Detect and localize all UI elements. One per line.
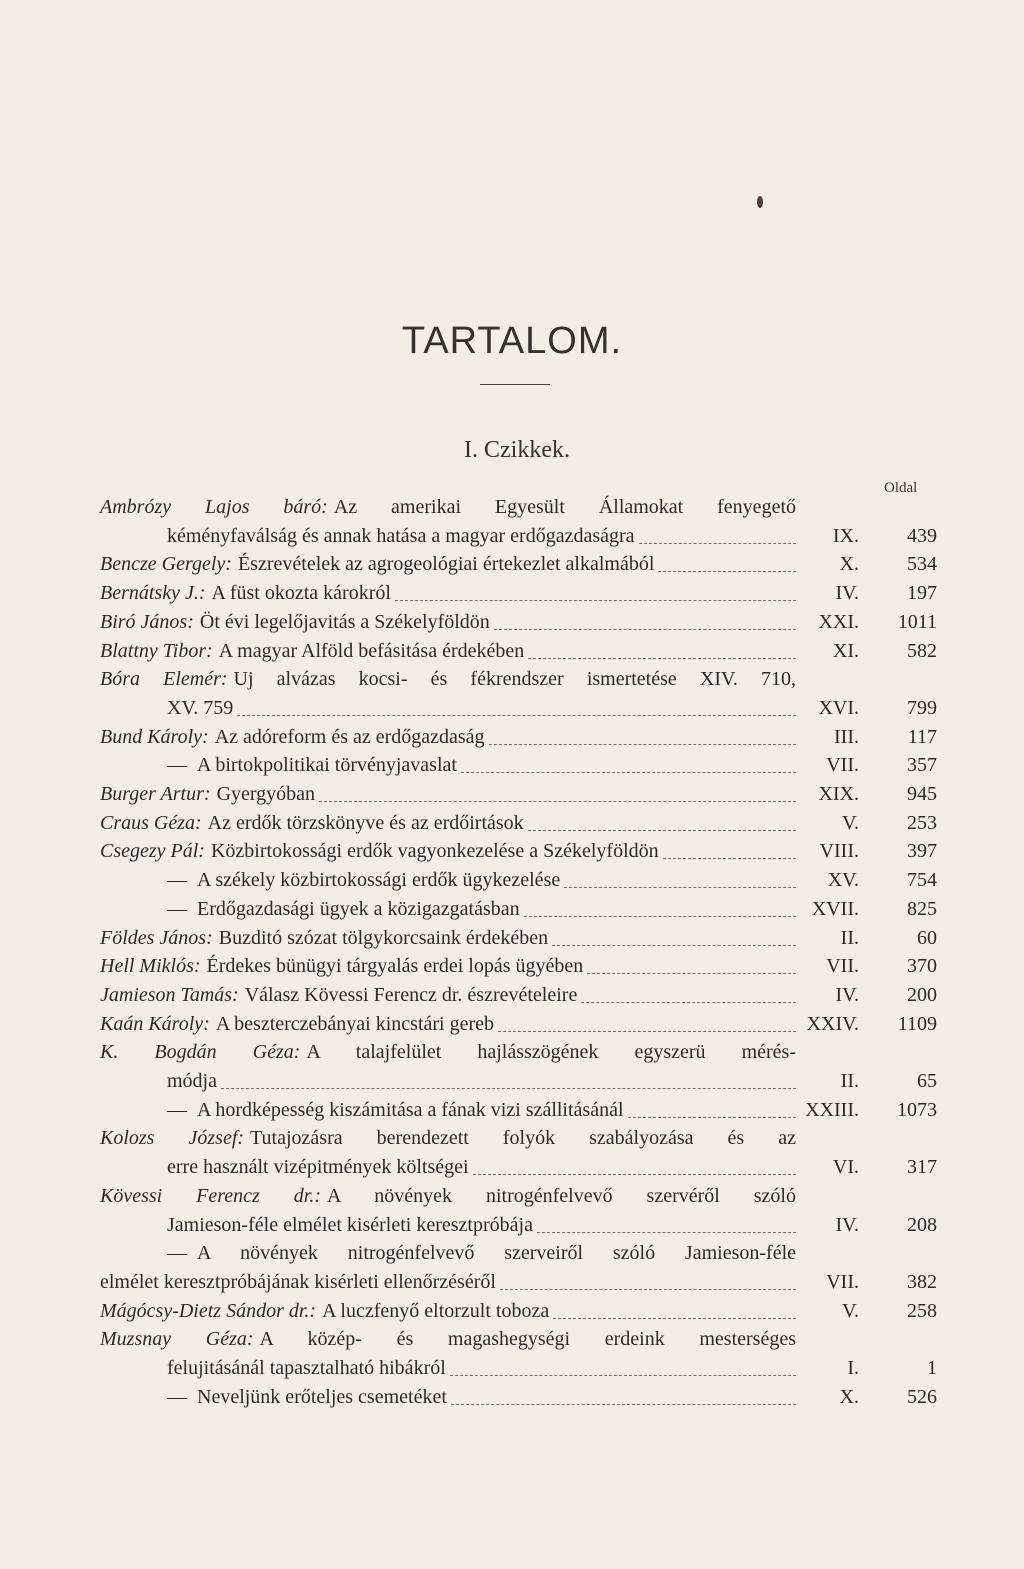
toc-line	[100, 550, 937, 579]
toc-page-number: 799	[907, 696, 937, 719]
toc-line	[167, 895, 937, 924]
toc-author: Ambrózy Lajos báró:	[100, 496, 328, 518]
toc-line	[100, 493, 937, 522]
ditto-dash: —	[167, 754, 187, 777]
dot-leader	[498, 1031, 796, 1032]
toc-title: A növények nitrogénfelvevő szervéről szóló	[327, 1184, 796, 1207]
toc-author: Csegezy Pál:	[100, 840, 205, 863]
toc-page-number: 197	[907, 582, 937, 605]
toc-line	[100, 1010, 937, 1039]
toc-page-number: 825	[907, 897, 937, 920]
toc-volume: VIII.	[819, 840, 859, 863]
toc-volume: XVII.	[811, 897, 859, 920]
toc-title: erre használt vizépitmények költségei	[167, 1156, 469, 1179]
toc-volume: XV.	[827, 869, 859, 892]
toc-line	[100, 1297, 937, 1326]
toc-author: K. Bogdán Géza:	[100, 1041, 301, 1064]
toc-volume: VII.	[826, 1270, 859, 1293]
toc-volume: III.	[834, 725, 859, 748]
toc-author: Burger Artur:	[100, 783, 211, 805]
toc-line	[100, 723, 937, 752]
toc-title: Az erdők törzskönyve és az erdőirtások	[207, 811, 524, 834]
toc-title: Válasz Kövessi Ferencz dr. észrevételeire	[244, 983, 578, 1006]
dot-leader	[489, 744, 796, 745]
toc-line	[100, 981, 937, 1010]
toc-title: módja	[167, 1070, 217, 1092]
toc-title: A füst okozta károkról	[211, 582, 391, 605]
dot-leader	[500, 1289, 796, 1290]
toc-line	[100, 1182, 937, 1211]
dot-leader	[524, 916, 796, 917]
toc-author: Kaán Károly:	[100, 1012, 210, 1035]
toc-page-number: 117	[907, 725, 937, 748]
toc-page-number: 60	[917, 926, 937, 949]
toc-title: Buzditó szózat tölgykorcsaink érdekében	[218, 926, 549, 949]
toc-line	[100, 837, 937, 866]
toc-page-number: 258	[907, 1299, 937, 1322]
toc-title: A beszterczebányai kincstári gereb	[215, 1012, 495, 1035]
toc-author: Bóra Elemér:	[100, 668, 228, 691]
toc-title: felujitásánál tapasztalható hibákról	[167, 1357, 446, 1379]
toc-page-number: 200	[907, 983, 937, 1006]
toc-volume: VI.	[832, 1156, 859, 1179]
toc-volume: II.	[840, 1070, 859, 1092]
toc-author: Craus Géza:	[100, 811, 202, 834]
toc-volume: IV.	[835, 1213, 859, 1236]
toc-author: Biró János:	[100, 610, 194, 633]
toc-page-number: 945	[907, 783, 937, 805]
toc-page-number: 582	[907, 639, 937, 662]
toc-line	[167, 1383, 937, 1412]
toc-title: Öt évi legelőjavitás a Székelyföldön	[199, 610, 490, 633]
toc-title: Jamieson-féle elmélet kisérleti keresztpróbája	[167, 1213, 533, 1236]
toc-volume: XXIV.	[806, 1012, 859, 1035]
toc-title: Uj alvázas kocsi- és fékrendszer ismertetése XIV. 710,	[233, 668, 796, 691]
toc-line	[100, 924, 937, 953]
toc-title: Tutajozásra berendezett folyók szabályozása és az	[250, 1127, 796, 1150]
toc-line	[167, 866, 937, 895]
section-heading: I. Czikkek.	[464, 437, 570, 463]
ditto-dash: —	[167, 1098, 187, 1121]
toc-page-number: 317	[907, 1156, 937, 1179]
toc-line	[100, 608, 937, 637]
toc-line	[100, 952, 937, 981]
toc-author: Bund Károly:	[100, 725, 209, 748]
toc-page-number: 357	[907, 754, 937, 777]
toc-page-number: 382	[907, 1270, 937, 1293]
toc-page-number: 1109	[897, 1012, 937, 1035]
toc-line	[100, 1124, 937, 1153]
dot-leader	[663, 858, 796, 859]
toc-title: A hordképesség kiszámitása a fának vizi szállitásánál	[197, 1098, 624, 1121]
toc-title: Az amerikai Egyesült Államokat fenyegető	[333, 496, 796, 518]
toc-line	[167, 522, 937, 551]
toc-title: Neveljünk erőteljes csemetéket	[197, 1385, 447, 1408]
toc-volume: X.	[839, 1385, 859, 1408]
ditto-dash: —	[167, 869, 187, 892]
dot-leader	[450, 1375, 796, 1376]
toc-page-number: 1	[927, 1357, 937, 1379]
toc-volume: XIX.	[818, 783, 859, 805]
dot-leader	[628, 1117, 796, 1118]
toc-volume: IV.	[835, 582, 859, 605]
toc-title: Észrevételek az agrogeológiai értekezlet alkalmából	[237, 553, 655, 576]
dot-leader	[473, 1174, 796, 1175]
toc-line	[167, 751, 937, 780]
toc-title: A közép- és magashegységi erdeink mesterséges	[259, 1328, 797, 1351]
toc-volume: XI.	[832, 639, 859, 662]
toc-volume: XXIII.	[805, 1098, 859, 1121]
toc-author: Kövessi Ferencz dr.:	[100, 1184, 321, 1207]
toc-page-number: 534	[907, 553, 937, 576]
toc-line	[100, 809, 937, 838]
toc-title: Gyergyóban	[216, 783, 316, 805]
toc-line	[167, 1096, 937, 1125]
toc-title: XV. 759	[167, 696, 234, 719]
toc-line	[167, 1354, 937, 1383]
toc-page-number: 754	[907, 869, 937, 892]
dot-leader	[564, 887, 796, 888]
toc-line	[100, 1268, 937, 1297]
toc-author: Hell Miklós:	[100, 955, 201, 978]
toc-line	[167, 694, 937, 723]
toc-author: Blattny Tibor:	[100, 639, 213, 662]
toc-line	[100, 1325, 937, 1354]
dot-leader	[237, 715, 796, 716]
dot-leader	[451, 1404, 796, 1405]
toc-line	[100, 637, 937, 666]
toc-title: A magyar Alföld befásitása érdekében	[218, 639, 525, 662]
dot-leader	[581, 1002, 796, 1003]
toc-title: Az adóreform és az erdőgazdaság	[214, 725, 485, 748]
toc-volume: VII.	[826, 955, 859, 978]
toc-line	[100, 1038, 937, 1067]
toc-page-number: 439	[907, 524, 937, 547]
toc-page-number: 65	[917, 1070, 937, 1092]
page-column-label: Oldal	[884, 480, 918, 496]
dot-leader	[658, 571, 796, 572]
toc-volume: XXI.	[818, 610, 859, 633]
toc-title: A növények nitrogénfelvevő szerveiről szóló Jamieson-féle	[197, 1242, 796, 1265]
ink-dot	[757, 196, 763, 208]
toc-title: A luczfenyő eltorzult toboza	[322, 1299, 550, 1322]
dot-leader	[639, 543, 796, 544]
toc-author: Földes János:	[100, 926, 213, 949]
ditto-dash: —	[167, 1385, 187, 1408]
toc-title: Erdőgazdasági ügyek a közigazgatásban	[197, 897, 520, 920]
dot-leader	[528, 658, 796, 659]
toc-volume: X.	[839, 553, 859, 576]
toc-volume: XVI.	[818, 696, 859, 719]
toc-page-number: 208	[907, 1213, 937, 1236]
dot-leader	[461, 772, 796, 773]
toc-page-number: 397	[907, 840, 937, 863]
toc-title: Közbirtokossági erdők vagyonkezelése a Székelyföldön	[210, 840, 659, 863]
toc-title: elmélet keresztpróbájának kisérleti ellenőrzéséről	[100, 1270, 496, 1293]
toc-page-number: 1073	[897, 1098, 937, 1121]
page-title: TARTALOM.	[401, 320, 623, 362]
toc-line	[167, 1153, 937, 1182]
toc-line	[167, 1067, 937, 1096]
toc-title: A talajfelület hajlásszögének egyszerü mérés-	[306, 1041, 796, 1064]
toc-author: Jamieson Tamás:	[100, 983, 239, 1006]
dot-leader	[494, 629, 796, 630]
dot-leader	[552, 945, 796, 946]
toc-title: kéményfaválság és annak hatása a magyar erdőgazdaságra	[167, 524, 635, 547]
toc-page-number: 526	[907, 1385, 937, 1408]
dot-leader	[395, 600, 796, 601]
toc-line	[167, 1211, 937, 1240]
toc-line	[100, 780, 937, 809]
toc-author: Kolozs József:	[100, 1127, 245, 1150]
dot-leader	[528, 830, 796, 831]
toc-volume: II.	[840, 926, 859, 949]
dot-leader	[587, 973, 796, 974]
toc-title: A birtokpolitikai törvényjavaslat	[197, 754, 457, 777]
toc-page-number: 370	[907, 955, 937, 978]
toc-line	[167, 1239, 937, 1268]
dot-leader	[221, 1088, 796, 1089]
toc-volume: V.	[842, 1299, 859, 1322]
toc-volume: VII.	[826, 754, 859, 777]
title-divider	[480, 384, 550, 385]
toc-line	[100, 579, 937, 608]
toc-page-number: 253	[907, 811, 937, 834]
toc-title: A székely közbirtokossági erdők ügykezelése	[197, 869, 561, 892]
toc-line	[100, 665, 937, 694]
ditto-dash: —	[167, 897, 187, 920]
toc-volume: V.	[842, 811, 859, 834]
toc-volume: IV.	[835, 983, 859, 1006]
dot-leader	[553, 1318, 796, 1319]
toc-volume: IX.	[832, 524, 859, 547]
toc-author: Mágócsy-Dietz Sándor dr.:	[100, 1299, 317, 1322]
toc-volume: I.	[847, 1357, 859, 1379]
dot-leader	[319, 801, 796, 802]
dot-leader	[537, 1232, 796, 1233]
toc-author: Muzsnay Géza:	[100, 1328, 254, 1351]
toc-author: Bencze Gergely:	[100, 553, 232, 576]
toc-author: Bernátsky J.:	[100, 582, 206, 605]
toc-page-number: 1011	[897, 610, 937, 633]
toc-title: Érdekes bünügyi tárgyalás erdei lopás ügyében	[206, 955, 584, 978]
ditto-dash: —	[167, 1242, 187, 1265]
